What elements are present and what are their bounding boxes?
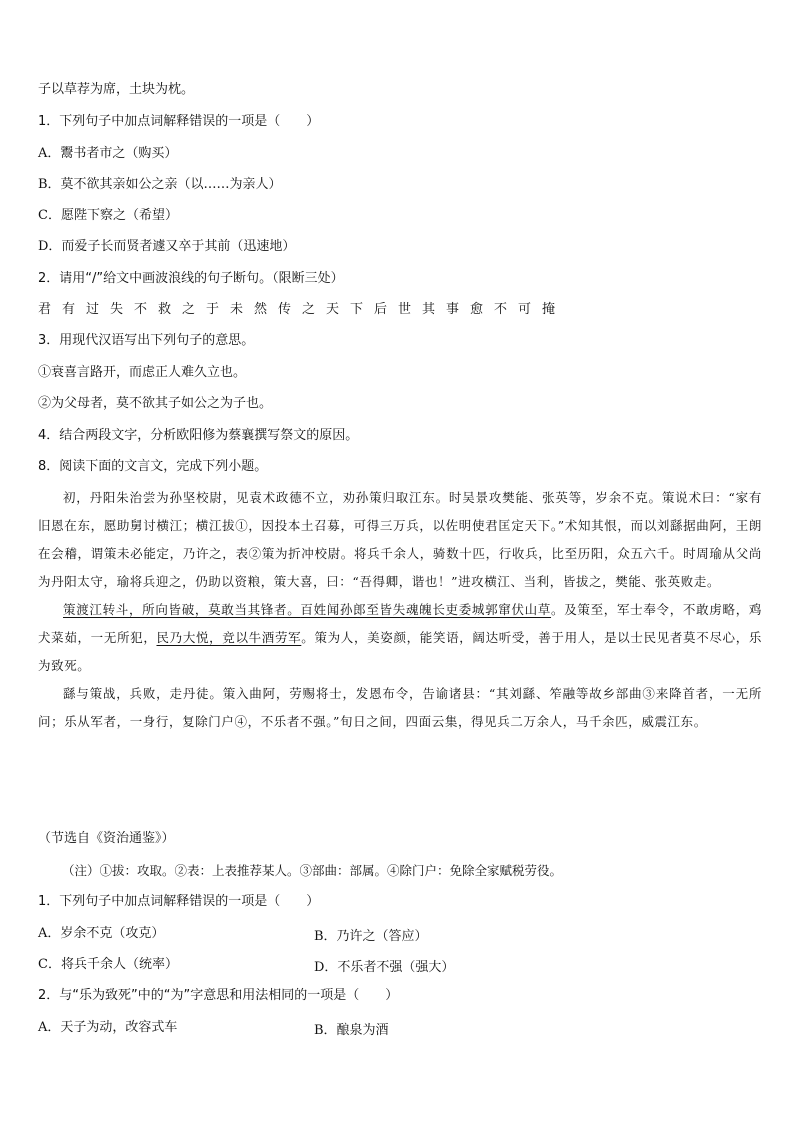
question-3-stem: 3．用现代汉语写出下列句子的意思。 bbox=[38, 333, 255, 348]
underlined-sentence-3: 民乃大悦，竞以牛酒劳军 bbox=[156, 630, 302, 645]
question-3-item-1: ①衰喜言路开，而虑正人难久立也。 bbox=[38, 365, 247, 380]
classical-passage bbox=[38, 484, 762, 736]
question-3-item-2: ②为父母者，莫不欲其子如公之为子也。 bbox=[38, 396, 273, 411]
passage-paragraph-1: 初，丹阳朱治尝为孙坚校尉，见袁术政德不立，劝孙策归取江东。时吴景攻樊能、张英等，岁余不克。策说术曰：“家有旧恩在东，愿助舅讨横江；横江拔①，因投本土召募，可得三万兵，以佐明使君匡定天下。”术知其恨，而以刘繇据曲阿，王朗在会稽，谓策未必能定，乃许之，表②策为折冲校尉。将兵千余人，骑数十匹，行收兵，比至历阳，众五六千。时周瑜从父尚为丹阳太守，瑜将兵迎之，仍助以资粮，策大喜，曰：“吾得卿，谐也！”进攻横江、当利，皆拔之，樊能、张英败走。 bbox=[38, 490, 762, 589]
passage-tail-line: 子以草荐为席，土块为枕。 bbox=[38, 82, 195, 97]
source-citation: （节选自《资治通鉴》） bbox=[38, 831, 175, 846]
question-2-stem: 2．请用“/”给文中画波浪线的句子断句。（限断三处） bbox=[38, 271, 344, 286]
question-1-option-d: D．而爱子长而贤者遽又卒于其前（迅速地） bbox=[38, 239, 296, 254]
question-1-option-b: B．莫不欲其亲如公之亲（以……为亲人） bbox=[38, 177, 282, 192]
section-8-q2-option-a: A．天子为动，改容式车 bbox=[38, 1020, 178, 1035]
question-1-option-a: A．鬻书者市之（购买） bbox=[38, 146, 178, 161]
section-8-option-c: C．将兵千余人（统率） bbox=[38, 957, 178, 972]
section-8-q2-option-b: B．酿泉为酒 bbox=[314, 1023, 389, 1038]
passage-paragraph-3: 繇与策战，兵败，走丹徒。策入曲阿，劳赐将士，发恩布令，告谕诸县：“其刘繇、笮融等故乡部曲③来降首者，一无所问；乐从军者，一身行，复除门户④，不乐者不强。”旬日之间，四面云集，得见兵二万余人，马千余匹，威震江东。 bbox=[38, 686, 762, 729]
section-8-question-1-stem: 1．下列句子中加点词解释错误的一项是（ ） bbox=[38, 894, 320, 909]
paragraph-2-middle: 。及策至，军士奉令，不敢虏略，鸡犬菜茹，一无所犯， bbox=[38, 602, 762, 645]
section-8-option-d: D．不乐者不强（强大） bbox=[314, 960, 455, 975]
underlined-sentence-2: 百姓闻孙郎至皆失魂魄长吏委城郭窜伏山草 bbox=[300, 602, 552, 617]
annotation-notes: （注）①拔：攻取。②表：上表推荐某人。③部曲：部属。④除门户：免除全家赋税劳役。 bbox=[62, 863, 563, 878]
passage-paragraph-2 bbox=[38, 596, 762, 680]
underlined-sentence-1: 策渡江转斗，所向皆破，莫敢当其锋者。 bbox=[63, 602, 301, 617]
section-8-option-b: B．乃许之（答应） bbox=[314, 929, 428, 944]
section-8-option-a: A．岁余不克（攻克） bbox=[38, 926, 165, 941]
question-1-option-c: C．愿陛下察之（希望） bbox=[38, 208, 178, 223]
question-4-stem: 4．结合两段文字，分析欧阳修为蔡襄撰写祭文的原因。 bbox=[38, 428, 359, 443]
paragraph-2-end: 。策为人，美姿颜，能笑语，阔达听受，善于用人，是以士民见者莫不尽心，乐为致死。 bbox=[38, 630, 762, 673]
section-8-heading: 8．阅读下面的文言文，完成下列小题。 bbox=[38, 459, 268, 474]
question-1-stem: 1．下列句子中加点词解释错误的一项是（ ） bbox=[38, 114, 320, 129]
question-2-sentence: 君有过失不救之于未然传之天下后世其事愈不可掩 bbox=[38, 302, 567, 317]
section-8-question-2-stem: 2．与“乐为致死”中的“为”字意思和用法相同的一项是（ ） bbox=[38, 988, 399, 1003]
